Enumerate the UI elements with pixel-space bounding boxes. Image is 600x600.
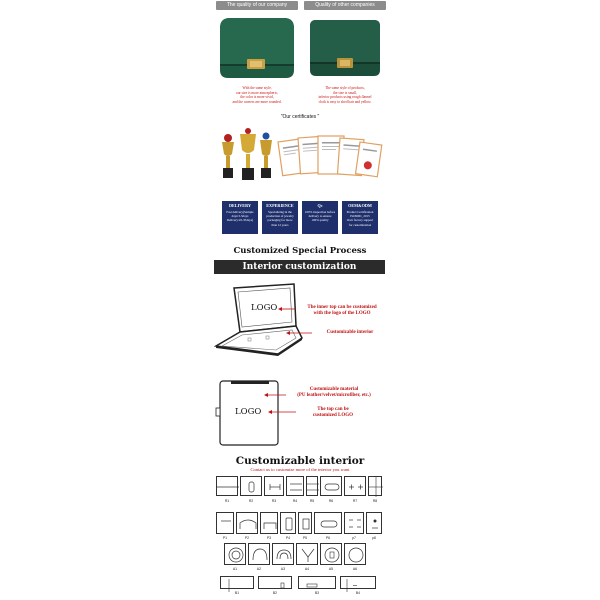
other-description: The same style of products, the size is small, inferior products using rough flannel cloth is easy to shed hair and yellow. [318, 86, 372, 104]
open-box-logo: LOGO [251, 303, 278, 313]
feature-card-delivery: DELIVERY Fast delivery(Sample days:3-5days Delivery:22-35days) [222, 201, 258, 234]
insert-p6 [314, 512, 342, 534]
code-r1: R1 [224, 499, 230, 503]
code-b1: B1 [234, 591, 240, 595]
trophy-icon [240, 128, 256, 180]
code-p4: P4 [285, 536, 291, 540]
insert-r2 [240, 476, 262, 496]
insert-p3 [260, 512, 278, 534]
feature-card-oem: OEM&ODM Product Certification ISO9001_2015 Own factory support for customization [342, 201, 378, 234]
certificates-title: "Our certificates " [280, 114, 320, 120]
interior-subtitle: Contact us to customize more of the interior you want [250, 467, 350, 472]
open-box-note-interior: Customizable interior [326, 330, 374, 335]
code-p3: P3 [266, 536, 272, 540]
code-r7: R7 [352, 499, 358, 503]
insert-r4 [286, 476, 304, 496]
insert-a6 [344, 543, 366, 565]
insert-r8 [368, 476, 382, 496]
trophy-icon [222, 134, 234, 178]
code-p1: P1 [222, 536, 228, 540]
insert-b4 [340, 576, 376, 589]
insert-a4 [296, 543, 318, 565]
code-r6: R6 [328, 499, 334, 503]
trophy-icon [260, 133, 272, 179]
open-box-note-top: The inner top can be customized with the logo of the LOGO [307, 305, 377, 316]
code-r2: R2 [248, 499, 254, 503]
insert-b3 [298, 576, 336, 589]
code-p8: p8 [372, 536, 376, 540]
code-p2: P2 [244, 536, 250, 540]
insert-p1 [216, 512, 234, 534]
insert-a2 [248, 543, 270, 565]
insert-r5 [306, 476, 318, 496]
interior-customization-bar: Interior customization [214, 260, 385, 274]
our-description: With the same style, our size is more atmospheric, the color is more vivid, and the corners are more rounded. [232, 86, 282, 104]
code-a5: A5 [328, 567, 334, 571]
code-r8: R8 [372, 499, 378, 503]
insert-p5 [298, 512, 312, 534]
insert-r7 [344, 476, 366, 496]
other-companies-label: Quality of other companies [304, 1, 386, 10]
insert-b2 [258, 576, 292, 589]
certificates-photo [214, 128, 386, 188]
feature-card-experience: EXPERIENCE Specializing in the production of jewelry packaging for more than 12 years [262, 201, 298, 234]
process-title: Customized Special Process [233, 246, 367, 256]
code-b3: B3 [314, 591, 320, 595]
code-a2: A2 [256, 567, 262, 571]
insert-b1 [220, 576, 254, 589]
insert-a3 [272, 543, 294, 565]
insert-r1 [216, 476, 238, 496]
code-r5: R5 [309, 499, 315, 503]
closed-box-logo: LOGO [235, 407, 262, 417]
code-p6: P6 [325, 536, 331, 540]
code-p5: P5 [302, 536, 308, 540]
code-a6: A6 [352, 567, 358, 571]
other-box-photo [302, 12, 388, 84]
insert-p4 [280, 512, 296, 534]
insert-p2 [236, 512, 258, 534]
code-a1: A1 [232, 567, 238, 571]
insert-p7 [344, 512, 364, 534]
closed-box-note-logo: The top can be customized LOGO [312, 407, 354, 418]
code-b4: B4 [355, 591, 361, 595]
insert-p8 [366, 512, 382, 534]
code-a4: A4 [304, 567, 310, 571]
code-a3: A3 [280, 567, 286, 571]
interior-title: Customizable interior [235, 455, 365, 467]
feature-card-qc: Qc 100% inspection before delivery to ensure 100% quality [302, 201, 338, 234]
insert-r6 [320, 476, 342, 496]
insert-a5 [320, 543, 342, 565]
insert-r3 [264, 476, 284, 496]
our-company-label: The quality of our company [216, 1, 298, 10]
code-p7: p7 [352, 536, 356, 540]
code-r3: R3 [271, 499, 277, 503]
closed-box-note-material: Customizable material (PU leather/velvet/microfiber, etc.) [297, 387, 371, 398]
code-b2: B2 [272, 591, 278, 595]
our-box-photo [214, 12, 300, 84]
insert-a1 [224, 543, 246, 565]
code-r4: R4 [292, 499, 298, 503]
